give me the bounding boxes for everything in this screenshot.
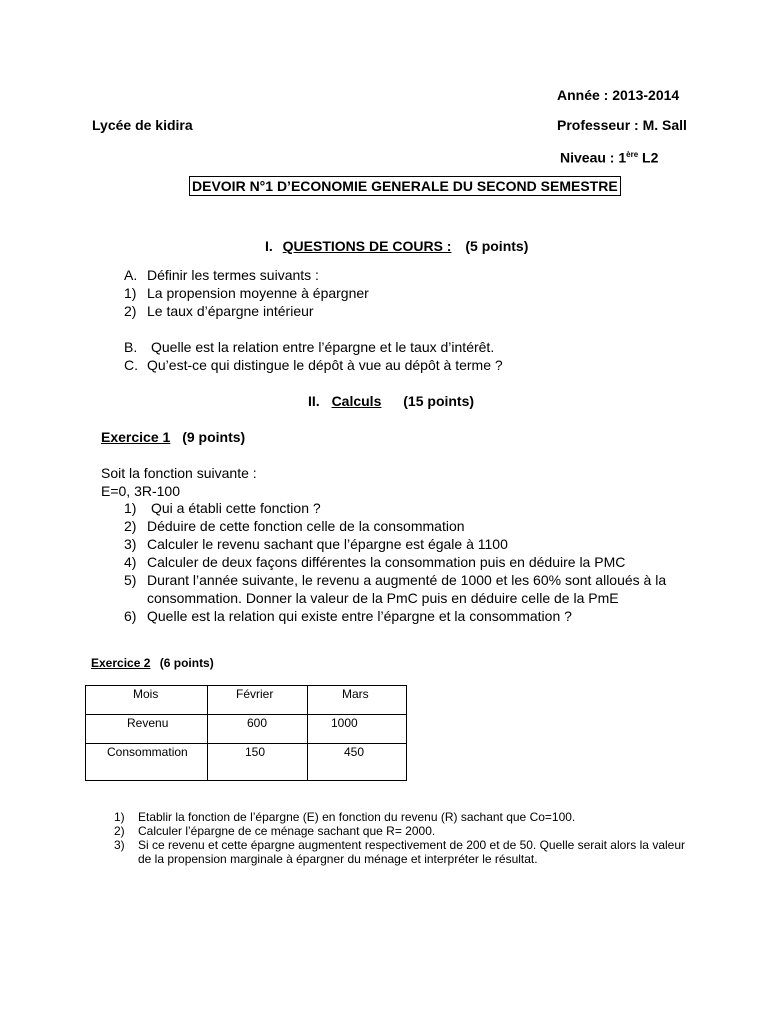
list-marker: 1) [114,810,125,824]
list-marker: C. [124,357,138,373]
list-item: Calculer l’épargne de ce ménage sachant que R= 2000. [138,824,436,838]
list-marker: 5) [124,572,137,588]
table-cell: 150 [208,744,308,781]
school-year: Année : 2013-2014 [557,87,680,103]
class-level-superscript: ère [626,150,639,159]
section-1-title: QUESTIONS DE COURS : [282,238,452,254]
table-cell: Février [208,686,308,715]
list-marker: 1) [124,500,137,516]
data-table [85,685,407,781]
list-marker: A. [124,267,138,283]
section-2-number: II. [308,393,320,409]
list-item: Quelle est la relation qui existe entre l’épargne et la consommation ? [147,608,572,624]
section-2-title: Calculs [331,393,382,409]
list-item: Si ce revenu et cette épargne augmentent respectivement de 200 et de 50. Quelle serait alors la valeur [138,838,685,852]
list-marker: 2) [124,303,137,319]
list-marker: 1) [124,285,137,301]
table-cell: 450 [308,744,407,781]
list-item: Qui a établi cette fonction ? [151,500,321,516]
list-item: La propension moyenne à épargner [147,285,369,301]
table-row [86,686,407,715]
list-marker: 2) [124,518,137,534]
list-marker: 3) [124,536,137,552]
list-item-continuation: consommation. Donner la valeur de la PmC puis en déduire celle de la PmE [147,590,619,606]
list-marker: 6) [124,608,137,624]
class-level [560,146,658,167]
section-2-heading [308,392,474,410]
exercise-1-intro: Soit la fonction suivante : [101,465,257,481]
table-cell: Mars [308,686,407,715]
exercise-2-points: (6 points) [159,656,214,670]
list-item-continuation: de la propension marginale à épargner du ménage et interpréter le résultat. [138,852,538,866]
section-1-heading [265,237,528,255]
class-level-suffix: L2 [638,149,659,166]
section-1-points: (5 points) [465,238,529,254]
class-level-prefix: Niveau : 1 [560,149,627,166]
exercise-1-points: (9 points) [182,429,246,445]
document-title: DEVOIR N°1 D’ECONOMIE GENERALE DU SECOND SEMESTRE [189,176,621,196]
list-item: Etablir la fonction de l’épargne (E) en fonction du revenu (R) sachant que Co=100. [138,810,576,824]
list-marker: 3) [114,838,125,852]
school-name: Lycée de kidira [92,117,193,133]
table-cell: Consommation [86,744,208,781]
exercise-1-title: Exercice 1 [101,429,171,445]
table-row [86,715,407,744]
list-item: Définir les termes suivants : [147,267,319,283]
exercise-2-heading [91,656,214,670]
table-cell: 1000 [308,715,407,744]
list-marker: 4) [124,554,137,570]
list-item: Quelle est la relation entre l’épargne et le taux d’intérêt. [151,339,495,355]
section-1-number: I. [265,238,273,254]
exercise-1-function: E=0, 3R-100 [101,483,180,499]
exercise-1-heading [101,428,245,446]
exercise-2-title: Exercice 2 [91,656,151,670]
section-2-points: (15 points) [403,393,475,409]
table-cell: Mois [86,686,208,715]
list-item: Le taux d’épargne intérieur [147,303,314,319]
list-item: Qu’est-ce qui distingue le dépôt à vue au dépôt à terme ? [147,357,503,373]
list-marker: 2) [114,824,125,838]
table-row [86,744,407,781]
teacher-name: Professeur : M. Sall [557,117,687,133]
list-marker: B. [124,339,138,355]
table-cell: 600 [208,715,308,744]
table-cell: Revenu [86,715,208,744]
list-item: Calculer le revenu sachant que l’épargne est égale à 1100 [147,536,508,552]
list-item: Durant l’année suivante, le revenu a augmenté de 1000 et les 60% sont alloués à la [147,572,667,588]
list-item: Calculer de deux façons différentes la consommation puis en déduire la PMC [147,554,626,570]
list-item: Déduire de cette fonction celle de la consommation [147,518,465,534]
